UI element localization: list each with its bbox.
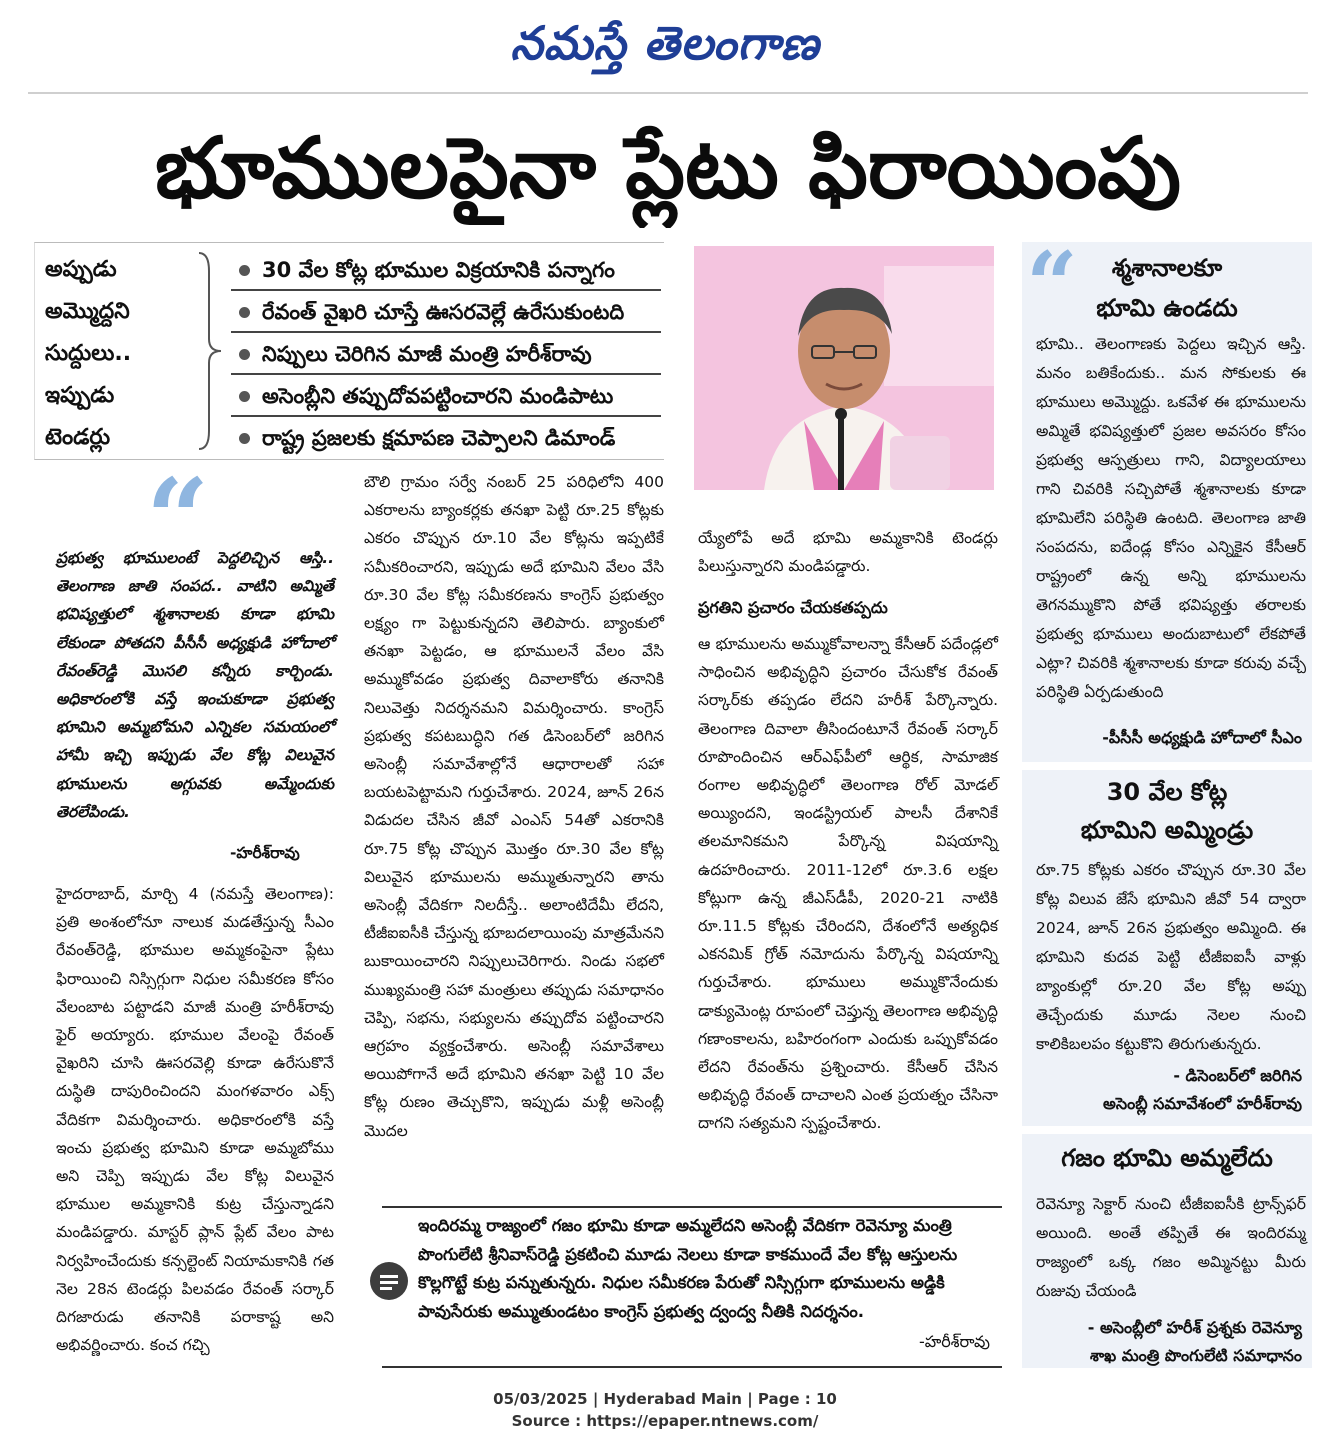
teaser-bullet bbox=[231, 375, 661, 417]
sidebar-box1-title: శ్మశానాలకూ bbox=[1111, 254, 1223, 282]
quote-icon: “ bbox=[146, 454, 210, 583]
article-column-3: ఆ భూములను అమ్ముకోవాలన్నా కేసీఆర్ పదేండ్లలో సాధించిన అభివృద్ధిని ప్రచారం చేసుకోక రేవంత్ సర్కార్‌కు తప్పడం లేదని హరీశ్ పేర్కొన్నారు. తెలంగాణ దివాలా తీసిందంటూనే రేవంత్ సర్కార్ రూపొందించిన ఆర్‌ఎఫ్‌పీలో ఆర్థిక, సామాజిక రంగాల అభివృద్ధిలో తెలంగాణ రోల్ మోడల్ అయ్యిందని, ఇండస్ట్రియల్ పాలసీ దేశానికే తలమానికమని పేర్కొన్న విషయాన్ని ఉదహరించారు. 2011-12లో రూ.3.6 లక్షల కోట్లుగా ఉన్న జీఎస్‌డీపీ, 2020-21 నాటికి రూ.11.5 కోట్లకు చేరిందని, దేశంలోనే అత్యధిక ఎకనమిక్ గ్రోత్ నమోదును పేర్కొన్న విషయాన్ని గుర్తుచేశారు. భూములు అమ్ముకొనేందుకు డాక్యుమెంట్ల రూపంలో చెప్తున్న తెలంగాణ అభివృద్ధి గణాంకాలను, బహిరంగంగా ఎందుకు ఒప్పుకోవడం లేదని రేవంత్‌ను ప్రశ్నించారు. కేసీఆర్ చేసిన అభివృద్ధి రేవంత్ దాచాలని ఎంత ప్రయత్నం చేసినా దాగని సత్యమని స్పష్టంచేశారు. bbox=[698, 635, 998, 1133]
teaser-bullet bbox=[231, 417, 661, 459]
portrait-illustration bbox=[694, 246, 994, 490]
teaser-bullet bbox=[231, 291, 661, 333]
sidebar-box1-title: భూమి ఉండదు bbox=[1096, 294, 1238, 322]
bullet-dot-icon bbox=[239, 265, 250, 276]
bullet-dot-icon bbox=[239, 307, 250, 318]
bullet-text: అసెంబ్లీని తప్పుదోవపట్టించారని మండిపాటు bbox=[262, 384, 614, 408]
masthead bbox=[0, 4, 1330, 82]
sidebar-box1-text: భూమి.. తెలంగాణకు పెద్దలు ఇచ్చిన ఆస్తి. మనం బతికేందుకు.. మన సోకులకు ఈ భూములు అమ్మొద్దు. ఒకవేళ ఈ భూములను అమ్మితే భవిష్యత్తులో ప్రజల అవసరం కోసం ప్రభుత్వ ఆస్పత్రులు గాని, విద్యాలయాలు గాని చివరికి సచ్చిపోతే శ్మశానాలకు కూడా భూమిలేని పరిస్థితి ఉంటది. తెలంగాణ జాతి సంపదను, ఐదేండ్ల కోసం ఎన్నికైన కేసీఆర్ రాష్ట్రంలో ఉన్న అన్ని భూములను తెగనమ్ముకొని పోతే భవిష్యత్తు తరాలకు ప్రభుత్వ భూములు అందుబాటులో లేకపోతే ఎట్లా? చివరికి శ్మశానాలకు కూడా కరువు వచ్చే పరిస్థితి ఏర్పడుతుంది bbox=[1036, 335, 1306, 701]
brace-divider bbox=[195, 251, 223, 451]
footer-source: Source : https://epaper.ntnews.com/ bbox=[511, 1412, 819, 1430]
teaser-kicker bbox=[45, 249, 195, 459]
bullet-text: రాష్ట్ర ప్రజలకు క్షమాపణ చెప్పాలని డిమాండ్ bbox=[262, 426, 616, 450]
sidebar-box2-title: 30 వేల కోట్ల bbox=[1106, 778, 1228, 806]
bullet-dot-icon bbox=[239, 391, 250, 402]
teaser-bullet bbox=[231, 249, 661, 291]
kicker-line: అప్పుడు bbox=[45, 257, 117, 282]
pullquote-text: ఇందిరమ్మ రాజ్యంలో గజం భూమి కూడా అమ్మలేదని అసెంబ్లీ వేదికగా రెవెన్యూ మంత్రి పొంగులేటి శ్రీనివాస్‌రెడ్డి ప్రకటించి మూడు నెలలు కూడా కాకముందే వేల కోట్ల ఆస్తులను కొల్లగొట్టే కుట్ర పన్నుతున్నరు. నిధుల సమీకరణ పేరుతో నిస్సిగ్గుగా భూములను అడ్డికి పావుసేరుకు అమ్ముతుండటం కాంగ్రెస్ ప్రభుత్వ ద్వంద్వ నీతికి నిదర్శనం. bbox=[418, 1216, 958, 1321]
bullet-dot-icon bbox=[239, 433, 250, 444]
sidebar-separator bbox=[1022, 1126, 1312, 1134]
sidebar-box3-title: గజం భూమి అమ్మలేదు bbox=[1061, 1144, 1273, 1172]
teaser-box bbox=[34, 242, 664, 460]
kicker-line: ఇప్పుడు bbox=[45, 383, 115, 408]
headline: భూములపైనా ప్లేటు ఫిరాయింపు bbox=[154, 119, 1181, 217]
footer-dateline: 05/03/2025 | Hyderabad Main | Page : 10 bbox=[493, 1390, 837, 1408]
kicker-line: సుద్దులు.. bbox=[45, 341, 132, 366]
article-column-1: హైదరాబాద్, మార్చి 4 (నమస్తే తెలంగాణ): ప్రతి అంశంలోనూ నాలుక మడతేస్తున్న సీఎం రేవంత్‌రెడ్డి, భూముల అమ్మకంపైనా ప్లేటు ఫిరాయించి నిస్సిగ్గుగా నిధుల సమీకరణ కోసం వేలంబాట పట్టాడని మాజీ మంత్రి హరీశ్‌రావు ఫైర్ అయ్యారు. భూముల వేలంపై రేవంత్ వైఖరిని చూసి ఊసరవెల్లి కూడా ఉరేసుకొనే దుస్థితి దాపురించిందని మంగళవారం ఎక్స్ వేదికగా విమర్శించారు. అధికారంలోకి వస్తే ఇంచు ప్రభుత్వ భూమిని కూడా అమ్మబోము అని చెప్పి ఇప్పుడు వేల కోట్ల విలువైన భూముల అమ్మకానికి కుట్ర చేస్తున్నాడని మండిపడ్డారు. మాస్టర్ ప్లాన్ ప్లేట్ వేలం పాట నిర్వహించేందుకు కన్సల్టెంట్ నియామకానికి గత నెల 28న టెండర్లు పిలవడం రేవంత్ సర్కార్ దిగజారుడు తనానికి పరాకాష్ట అని అభివర్ణించారు. కంచ గచ్చి bbox=[56, 885, 334, 1355]
sidebar-quote-icon: “ bbox=[1026, 232, 1078, 338]
bullet-text: నిప్పులు చెరిగిన మాజీ మంత్రి హరీశ్‌రావు bbox=[262, 342, 592, 366]
bullet-text: 30 వేల కోట్ల భూముల విక్రయానికి పన్నాగం bbox=[262, 258, 615, 282]
bullet-dot-icon bbox=[239, 349, 250, 360]
sidebar-separator bbox=[1022, 762, 1312, 770]
pullquote-icon bbox=[370, 1262, 408, 1300]
kicker-line: టెండర్లు bbox=[45, 425, 111, 450]
kicker-line: అమ్మొద్దని bbox=[45, 299, 130, 324]
article-column-2: బౌలి గ్రామం సర్వే నంబర్ 25 పరిధిలోని 400 ఎకరాలను బ్యాంకర్లకు తనఖా పెట్టి రూ.25 కోట్లకు ఎకరం చొప్పున రూ.10 వేల కోట్లను ఇప్పటికే సమీకరించారని, ఇప్పుడు అదే భూమిని వేలం వేసి రూ.30 వేల కోట్ల సమీకరణను కాంగ్రెస్ ప్రభుత్వం లక్ష్యం గా పెట్టుకున్నదని తెలిపారు. బ్యాంకులో తనఖా పెట్టడం, ఆ భూములనే వేలం వేసి అమ్ముకోవడం ప్రభుత్వ దివాలాకోరు తనానికి నిలువెత్తు నిదర్శనమని విమర్శించారు. కాంగ్రెస్ ప్రభుత్వ కపటబుద్ధిని గత డిసెంబర్‌లో జరిగిన అసెంబ్లీ సమావేశాల్లోనే ఆధారాలతో సహా బయటపెట్టామని గుర్తుచేశారు. 2024, జూన్ 26న విడుదల చేసిన జీవో ఎంఎస్ 54తో ఎకరానికి రూ.75 కోట్ల చొప్పున మొత్తం రూ.30 వేల కోట్ల విలువైన భూములను అమ్ముతున్నారని తాను అసెంబ్లీ వేదికగా నిలదీస్తే.. అలాంటిదేమీ లేదని, టీజీఐఐసీకి చేస్తున్న భూబదలాయింపు మాత్రమేనని బుకాయించారని నిప్పులుచెరిగారు. నిండు సభలో ముఖ్యమంత్రి సహా మంత్రులు తప్పుడు సమాధానం చెప్పి, సభను, సభ్యులను తప్పుదోవ పట్టించారని ఆగ్రహం వ్యక్తంచేశారు. అసెంబ్లీ సమావేశాలు అయిపోగానే అదే భూమిని తనఖా పెట్టి 10 వేల కోట్ల రుణం తెచ్చుకొని, ఇప్పుడు మళ్లీ అసెంబ్లీ మొదల bbox=[364, 473, 664, 1140]
sidebar-box3-signature: శాఖ మంత్రి పొంగులేటి సమాధానం bbox=[1089, 1346, 1302, 1365]
article-subhead: ప్రగతిని ప్రచారం చేయకతప్పదు bbox=[698, 598, 888, 617]
sidebar-box2-signature: - డిసెంబర్‌లో జరిగిన bbox=[1173, 1066, 1302, 1085]
quote-signature: -హరీశ్‌రావు bbox=[230, 844, 300, 862]
sidebar-box2-signature: అసెంబ్లీ సమావేశంలో హరీశ్‌రావు bbox=[1103, 1094, 1302, 1113]
bullet-text: రేవంత్ వైఖరి చూస్తే ఊసరవెల్లే ఉరేసుకుంటది bbox=[262, 300, 625, 324]
pullquote-signature: -హరీశ్‌రావు bbox=[918, 1332, 990, 1351]
sidebar-box1-signature: -పీసీసీ అధ్యక్షుడి హోదాలో సీఎం bbox=[1102, 728, 1302, 747]
harish-rao-photo bbox=[694, 246, 994, 490]
sidebar-box2-text: రూ.75 కోట్లకు ఎకరం చొప్పున రూ.30 వేల కోట్ల విలువ జేసే భూమిని జీవో 54 ద్వారా 2024, జూన్ 26న ప్రభుత్వం అమ్మింది. ఈ భూమిని కుదవ పెట్టి టీజీఐఐసీ వాళ్లు బ్యాంకుల్లో రూ.20 వేల కోట్ల అప్పు తెచ్చేందుకు మూడు నెలల నుంచి కాలికిబలపం కట్టుకొని తిరుగుతున్నరు. bbox=[1036, 861, 1306, 1053]
sidebar-box3-signature: - అసెంబ్లీలో హరీశ్ ప్రశ్నకు రెవెన్యూ bbox=[1087, 1318, 1302, 1337]
teaser-bullet bbox=[231, 333, 661, 375]
sidebar-box3-text: రెవెన్యూ సెక్టార్ నుంచి టీజీఐఐసీకి ట్రాన్స్‌ఫర్ అయింది. అంతే తప్పితే ఈ ఇందిరమ్మ రాజ్యంలో ఒక్క గజం అమ్మినట్టు మీరు రుజువు చేయండి bbox=[1036, 1195, 1306, 1300]
article-column-3-lead: య్యేలోపే అదే భూమి అమ్మకానికి టెండర్లు పిలుస్తున్నారని మండిపడ్డారు. bbox=[698, 529, 998, 576]
teaser-bullets bbox=[231, 249, 661, 459]
sidebar-box2-title: భూమిని అమ్మిండ్రు bbox=[1080, 816, 1254, 844]
quote-text: ప్రభుత్వ భూములంటే పెద్దలిచ్చిన ఆస్తి.. తెలంగాణ జాతి సంపద.. వాటిని అమ్మితే భవిష్యత్తులో శ్మశానాలకు కూడా భూమి లేకుండా పోతదని పీసీసీ అధ్యక్షుడి హోదాలో రేవంత్‌రెడ్డి మొసలి కన్నీరు కార్చిండు. అధికారంలోకి వస్తే ఇంచుకూడా ప్రభుత్వ భూమిని అమ్మబోమని ఎన్నికల సమయంలో హామీ ఇచ్చి ఇప్పుడు వేల కోట్ల విలువైన భూములను అగ్గువకు అమ్మేందుకు తెరలేపిండు. bbox=[56, 549, 334, 821]
masthead-title: నమస్తే తెలంగాణ bbox=[510, 16, 820, 70]
masthead-rule bbox=[28, 92, 1308, 94]
